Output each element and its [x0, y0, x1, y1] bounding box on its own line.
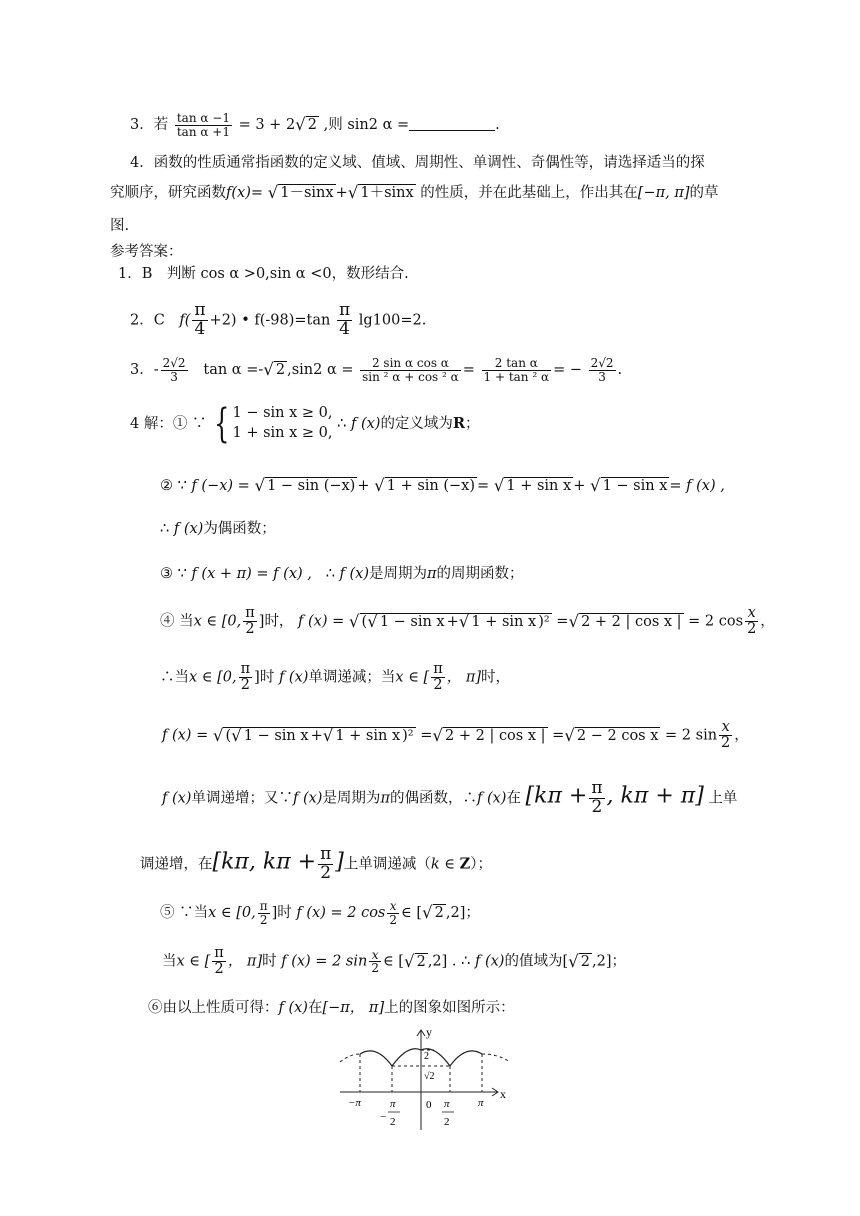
solution-step-1: 4 解：① ∵ { 1 − sin x ≥ 0, 1 + sin x ≥ 0, ∴ f (x)的定义域为R； [130, 401, 480, 447]
solution-step-4-formula: f (x) = √ (√ 1 − sin x +√ 1 + sin x )² =√ 2 + 2 | cos x | =√ 2 − 2 cos x = 2 sin $\frac{x}{2}$ ， [162, 719, 749, 752]
tick-neg-pi: −π [348, 1097, 361, 1109]
curve-extension-right [482, 1054, 510, 1062]
tick-zero: 0 [426, 1099, 432, 1111]
q3-fraction: $\frac{\text{tan α −1}}{\text{tan α +1}}$ [176, 111, 230, 139]
solution-step-3: ③ ∵ f (x + π) = f (x) , ∴ f (x)是周期为π的周期函数； [160, 566, 524, 582]
solution-step-2-conclusion: ∴ f (x)为偶函数； [160, 521, 276, 537]
solution-step-4: ④ 当x ∈ [0, $\frac{\pi}{2}$ ]时， f (x) = √ (√ 1 − sin x +√ 1 + sin x )² =√ 2 + 2 | cos x | = 2 cos $\frac{x}{2}$ ， [160, 605, 775, 638]
solution-step-4-decreasing: ∴当x ∈ [0, $\frac{\pi}{2}$ ]时 f (x)单调递减；当x ∈ [ $\frac{\pi}{2}$ ， π]时， [160, 661, 511, 694]
question-4-line-2: 究顺序，研究函数f(x)= √ 1－sinx +√ 1＋sinx 的性质，并在此基础上，作出其在[−π, π]的草 [110, 183, 719, 202]
tick-2: 2 [424, 1051, 429, 1062]
tick-sqrt2: √2 [424, 1071, 435, 1082]
curve-extension-left [340, 1054, 360, 1062]
answer-3: 3．- $\frac{2√2}{3}$ tan α =-√ 2 ,sin2 α = $\frac{\text{2 sin α cos α}}{\text{sin ² α + cos ² α}}$ = $\frac{\text{2 tan α}}{\text{1 + tan ² α}}$ = − $\frac{2√2}{3}$ . [130, 356, 623, 384]
y-label: y [426, 1026, 432, 1039]
solution-step-6: ⑥由以上性质可得：f (x)在[−π， π]上的图象如图所示： [148, 1000, 515, 1016]
tick-half-pi-den: 2 [444, 1116, 450, 1128]
answer-2: 2．C f( $\frac{\pi}{4}$ +2) • f(-98)=tan $\frac{\pi}{4}$ lg100=2. [130, 300, 427, 339]
tick-pi: π [478, 1097, 484, 1109]
tick-neg-half-pi-num: π [390, 1098, 396, 1110]
question-3: 3．若 $\frac{\text{tan α −1}}{\text{tan α +1}}$ = 3 + 2√ 2 ,则 sin2 α = . [130, 111, 500, 139]
answer-1: 1．B 判断 cos α >0,sin α <0，数形结合. [118, 266, 409, 282]
question-4-line-3: 图. [110, 218, 130, 234]
tick-neg-sign: − [380, 1111, 387, 1123]
answer-blank [409, 118, 495, 131]
solution-step-2: ② ∵ f (−x) = √ 1 − sin (−x) + √ 1 + sin (−x) = √ 1 + sin x + √ 1 − sin x = f (x) , [160, 476, 725, 495]
solution-step-4-increasing: f (x)单调递增；又∵f (x)是周期为π的偶函数，∴f (x)在 [kπ + $\frac{\pi}{2}$ , kπ + π] 上单 [162, 778, 738, 817]
x-label: x [500, 1087, 506, 1101]
solution-step-5: ⑤ ∵当x ∈ [0, $\frac{\pi}{2}$ ]时 f (x) = 2 cos $\frac{x}{2}$ ∈ [√ 2 ,2]； [160, 899, 480, 927]
q3-sqrt: √ 2 [295, 115, 318, 135]
answers-title: 参考答案： [110, 244, 183, 260]
question-4-line-1: 4．函数的性质通常指函数的定义域、值域、周期性、单调性、奇偶性等，请选择适当的探 [130, 155, 705, 171]
solution-step-4-monotonic: 调递增，在[kπ, kπ + $\frac{\pi}{2}$ ]上单调递减（k ∈ Z）； [140, 844, 492, 883]
function-graph [338, 1026, 528, 1134]
tick-neg-half-pi-den: 2 [390, 1116, 396, 1128]
solution-step-5-range: 当x ∈ [ $\frac{\pi}{2}$ ， π]时 f (x) = 2 sin $\frac{x}{2}$ ∈ [√ 2 ,2] . ∴ f (x)的值域为[√ 2 ,2]； [162, 945, 626, 978]
tick-half-pi-num: π [444, 1098, 450, 1110]
